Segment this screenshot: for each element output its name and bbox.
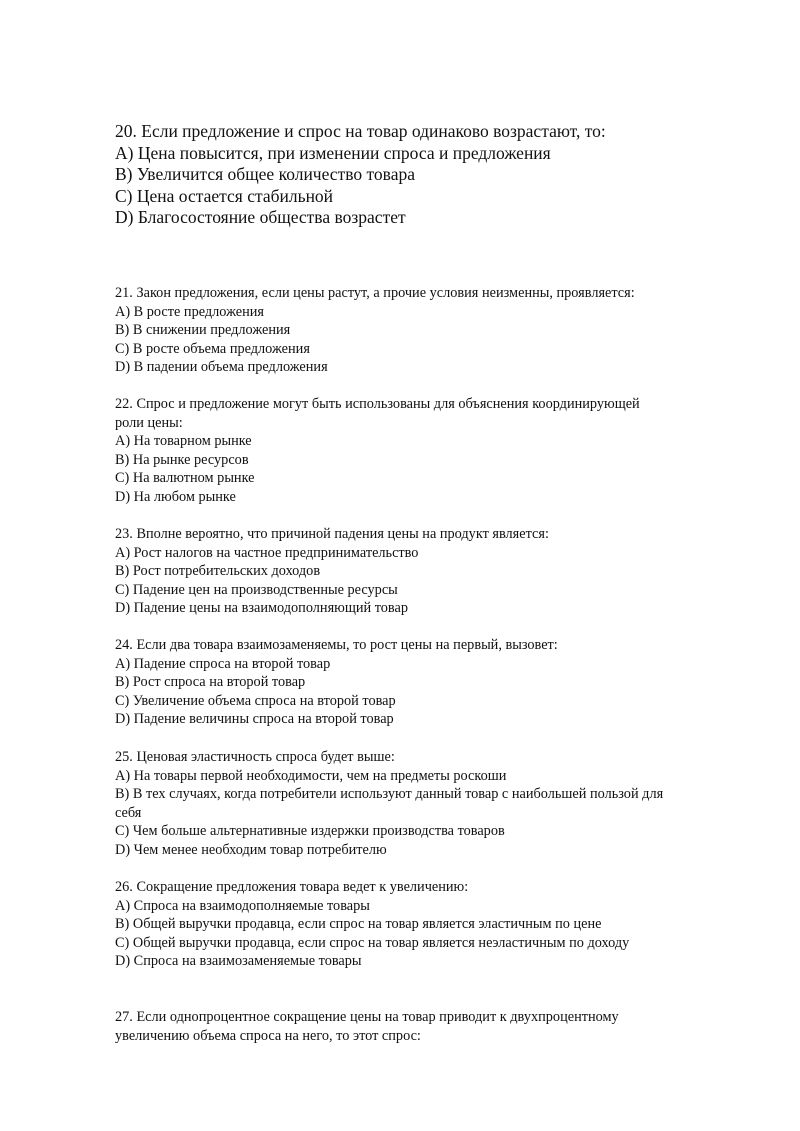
question-21-option-c: C) В росте объема предложения — [115, 340, 310, 357]
question-24-text: 24. Если два товара взаимозаменяемы, то рост цены на первый, вызовет: — [115, 637, 558, 653]
question-20-option-d: D) Благосостояние общества возрастет — [115, 207, 406, 228]
question-27 — [115, 1008, 745, 1045]
question-21-option-d: D) В падении объема предложения — [115, 359, 328, 375]
question-20-option-a: A) Цена повысится, при изменении спроса и предложения — [115, 142, 551, 163]
question-27-text-line2: увеличению объема спроса на него, то этот спрос: — [115, 1027, 421, 1044]
question-20-text: 20. Если предложение и спрос на товар одинаково возрастают, то: — [115, 121, 606, 141]
question-25-option-b-line2: себя — [115, 804, 142, 821]
question-25-text: 25. Ценовая эластичность спроса будет выше: — [115, 749, 395, 765]
question-23-option-a: A) Рост налогов на частное предпринимательство — [115, 544, 419, 561]
question-25-option-a: A) На товары первой необходимости, чем на предметы роскоши — [115, 767, 507, 784]
question-21 — [115, 284, 745, 377]
question-20 — [115, 121, 745, 229]
question-25-option-d: D) Чем менее необходим товар потребителю — [115, 841, 387, 858]
question-22-option-a: A) На товарном рынке — [115, 433, 252, 449]
question-23-text: 23. Вполне вероятно, что причиной падения цены на продукт является: — [115, 526, 549, 542]
question-21-option-a: A) В росте предложения — [115, 303, 265, 320]
question-24-option-b: B) Рост спроса на второй товар — [115, 674, 306, 690]
question-21-option-b: B) В снижении предложения — [115, 322, 291, 338]
question-21-text: 21. Закон предложения, если цены растут, а прочие условия неизменны, проявляется: — [115, 285, 635, 301]
question-26-option-a: A) Спроса на взаимодополняемые товары — [115, 897, 370, 914]
question-22-option-b: B) На рынке ресурсов — [115, 451, 249, 468]
question-23-option-b: B) Рост потребительских доходов — [115, 563, 321, 579]
question-24-option-a: A) Падение спроса на второй товар — [115, 655, 331, 672]
question-22-option-c: C) На валютном рынке — [115, 470, 255, 486]
question-24 — [115, 636, 745, 729]
question-26-option-c: C) Общей выручки продавца, если спрос на товар является неэластичным по доходу — [115, 934, 630, 951]
question-26-option-d: D) Спроса на взаимозаменяемые товары — [115, 953, 362, 969]
question-25-option-b-line1: B) В тех случаях, когда потребители используют данный товар с наибольшей пользой для — [115, 786, 664, 802]
question-26-option-b: B) Общей выручки продавца, если спрос на товар является эластичным по цене — [115, 916, 602, 932]
question-22-text-line1: 22. Спрос и предложение могут быть использованы для объяснения координирующей — [115, 396, 640, 412]
question-25-option-c: C) Чем больше альтернативные издержки производства товаров — [115, 823, 505, 839]
question-22 — [115, 395, 745, 506]
question-22-option-d: D) На любом рынке — [115, 488, 236, 505]
question-23-option-c: C) Падение цен на производственные ресурсы — [115, 581, 398, 598]
question-26-text: 26. Сокращение предложения товара ведет к увеличению: — [115, 879, 469, 895]
question-23-option-d: D) Падение цены на взаимодополняющий товар — [115, 600, 408, 616]
question-22-text-line2: роли цены: — [115, 414, 183, 431]
question-27-text-line1: 27. Если однопроцентное сокращение цены на товар приводит к двухпроцентному — [115, 1009, 619, 1025]
question-20-option-b: B) Увеличится общее количество товара — [115, 164, 415, 185]
question-24-option-d: D) Падение величины спроса на второй товар — [115, 711, 394, 727]
question-20-option-c: C) Цена остается стабильной — [115, 185, 334, 206]
question-25 — [115, 748, 745, 859]
question-23 — [115, 525, 745, 618]
question-24-option-c: C) Увеличение объема спроса на второй товар — [115, 692, 396, 709]
question-26 — [115, 878, 745, 971]
